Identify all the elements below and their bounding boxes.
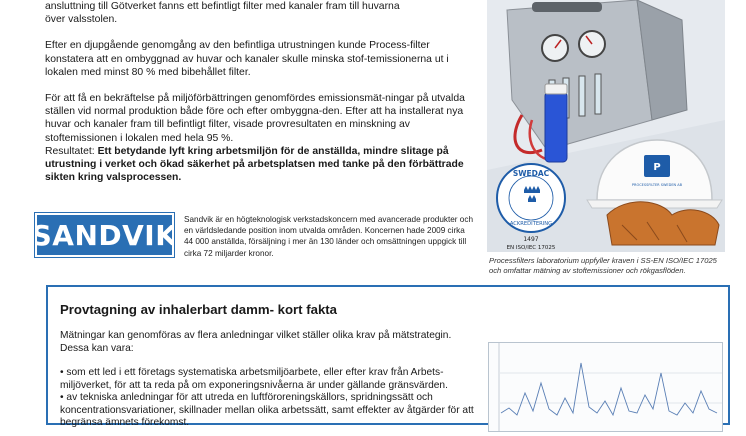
article-paragraph-review: Efter en djupgående genomgång av den befintliga utrustningen kunde Process-filter konstatera att en ombyggnad av huvar och kanaler skulle minska stof-temissionerna ut i lokalen med minst 80 % med bibehållet filter. (45, 40, 449, 78)
fact-box-body (60, 330, 475, 430)
article-paragraph-result (45, 145, 470, 185)
fact-box-title: Provtagning av inhalerbart damm- kort fakta (60, 302, 338, 317)
svg-text:P: P (653, 162, 661, 173)
swedac-number: 1497 (523, 236, 539, 243)
article-text (45, 0, 470, 197)
result-statement: Ett betydande lyft kring arbetsmiljön för de anställda, mindre slitage på utrustning i verket och ökad säkerhet på arbetsplatsen med tanke på den förbättrade sikten kring valsprocessen. (45, 145, 464, 184)
fact-box-intro: Mätningar kan genomföras av flera anledningar vilket ställer olika krav på mätstrategin. Dessa kan vara: (60, 330, 452, 354)
lab-equipment-illustration (487, 0, 725, 252)
fact-box-bullet-1: • som ett led i ett företags systematiska arbetsmiljöarbete, eller efter krav från Arbets-miljöverket, för att ta reda på om exponeringsnivåerna är under gällande gränsvärden. (60, 367, 448, 391)
swedac-standard: EN ISO/IEC 17025 (506, 245, 556, 251)
lab-equipment-photo (487, 0, 725, 252)
sandvik-logo (31, 213, 178, 257)
photo-caption: Processfilters laboratorium uppfyller kraven i SS-EN ISO/IEC 17025 och omfattar mätning av stoftemissioner och rökgasflöden. (489, 256, 717, 275)
sandvik-logo-text: SANDVIK (31, 218, 178, 252)
swedac-top: SWEDAC (512, 169, 550, 178)
sandvik-description: Sandvik är en högteknologisk verkstadskoncern med avancerade produkter och en världsledande position inom utvalda områden. Koncernen hade 2009 cirka 44 000 anställda, försäljning i mer än 130 länder och omsättningen uppgick till cirka 72 miljarder kronor. (184, 215, 474, 258)
article-paragraph-intro-line2: över valsstolen. (45, 14, 118, 26)
swedac-bottom: ACKREDITERING (509, 221, 553, 227)
fact-box-bullet-2: • av tekniska anledningar för att utreda en luftföroreningskällors, spridningssätt och koncentrationsvariationer, skillnader mellan olika arbetssätt, samt effekter av åtgärder för att begränsa ämnets förekomst. (60, 392, 474, 428)
measurement-chart-graphic (489, 343, 722, 431)
article-paragraph-measurements: För att få en bekräftelse på miljöförbättringen genomfördes emissionsmät-ningar på utvalda ställen vid normal produktion både före och efter ombyggna-den. Efter att ha installerat nya huvar och kanaler fram till befintligt filter, visade provresultaten en minskning av stoftemissionen i lokalen med hela 95 %. (45, 93, 465, 144)
measurement-chart (488, 342, 723, 432)
article-paragraph-intro-line1: ansluttning till Götverket fanns ett befintligt filter med kanaler fram till huvarna (45, 1, 400, 12)
result-label: Resultatet: (45, 145, 95, 157)
helmet-label: PROCESSFILTER SWEDEN AB (631, 183, 683, 187)
fact-box (46, 285, 730, 428)
